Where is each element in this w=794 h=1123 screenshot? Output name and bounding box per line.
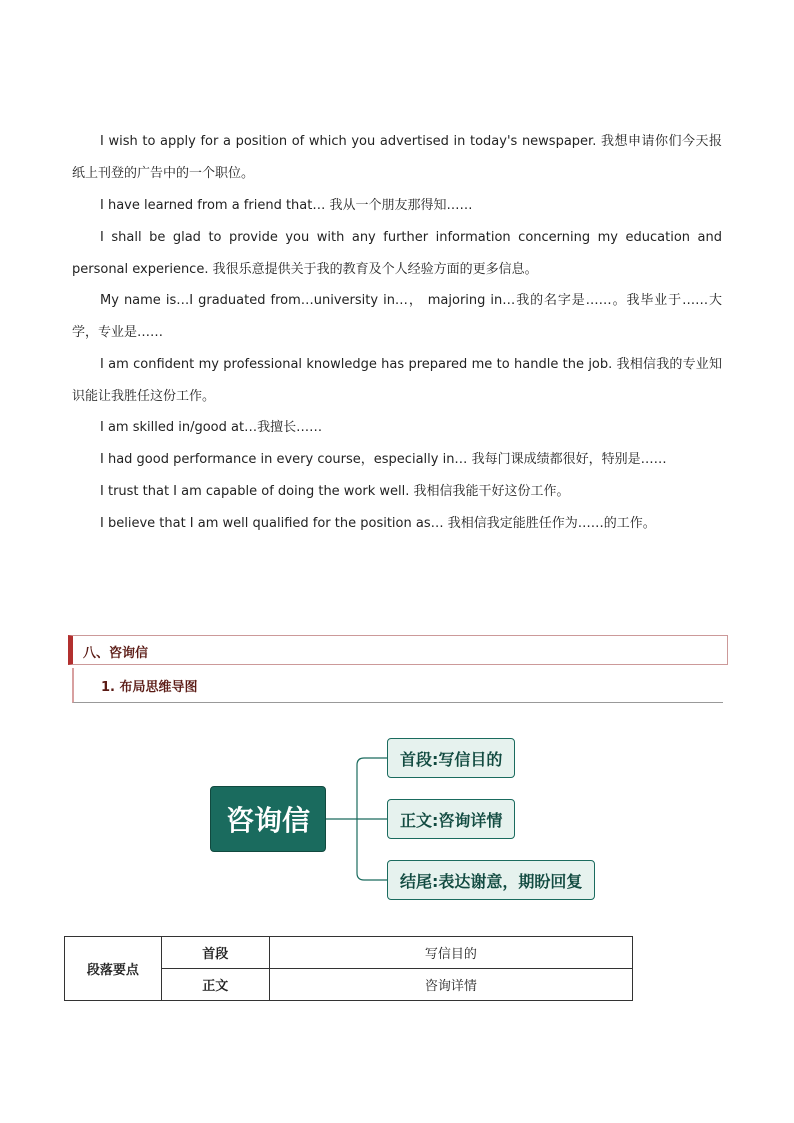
paragraph-points-table bbox=[64, 936, 633, 1001]
table-group-label: 段落要点 bbox=[65, 937, 162, 1001]
mindmap-branch-body: 正文:咨询详情 bbox=[387, 799, 515, 839]
table-cell-name: 首段 bbox=[161, 937, 269, 969]
section-title: 八、咨询信 bbox=[83, 646, 149, 661]
phrase-apply-position: I wish to apply for a position of which you advertised in today's newspaper. 我想申请你们今天报纸上刊登的广告中的一个职位。 bbox=[72, 134, 722, 181]
table-cell-value: 写信目的 bbox=[269, 937, 632, 969]
phrase-good-performance: I had good performance in every course，especially in… 我每门课成绩都很好，特别是…… bbox=[100, 452, 667, 467]
phrase-my-name-is: My name is…I graduated from…university in…， majoring in…我的名字是……。我毕业于……大学，专业是…… bbox=[72, 293, 722, 340]
mindmap-branch-opening: 首段:写信目的 bbox=[387, 738, 515, 778]
mindmap-branch-closing: 结尾:表达谢意，期盼回复 bbox=[387, 860, 595, 900]
mindmap-center-node: 咨询信 bbox=[210, 786, 326, 852]
phrase-confident-knowledge: I am confident my professional knowledge has prepared me to handle the job. 我相信我的专业知识能让我胜任这份工作。 bbox=[72, 357, 722, 404]
phrase-well-qualified: I believe that I am well qualified for the position as… 我相信我定能胜任作为……的工作。 bbox=[100, 516, 656, 531]
phrase-learned-from-friend: I have learned from a friend that… 我从一个朋友那得知…… bbox=[100, 198, 473, 213]
phrase-capable-of-work: I trust that I am capable of doing the work well. 我相信我能干好这份工作。 bbox=[100, 484, 570, 499]
section-subtitle: 1. 布局思维导图 bbox=[101, 680, 198, 695]
table-cell-value: 咨询详情 bbox=[269, 969, 632, 1001]
phrase-provide-information: I shall be glad to provide you with any further information concerning my education and personal experience. 我很乐意提供关于我的教育及个人经验方面的更多信息。 bbox=[72, 230, 722, 277]
phrase-skilled-in: I am skilled in/good at…我擅长…… bbox=[100, 420, 323, 435]
table-cell-name: 正文 bbox=[161, 969, 269, 1001]
table-row bbox=[65, 937, 633, 969]
